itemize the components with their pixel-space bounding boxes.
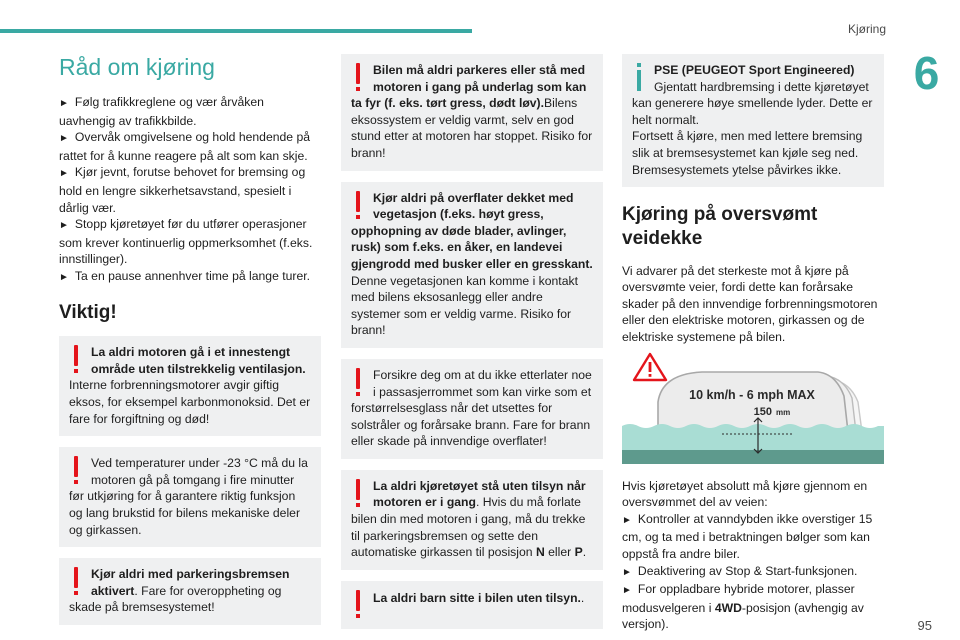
depth-value: 150 — [753, 405, 772, 418]
list-item: ► Følg trafikkreglene og vær årvåken uavhengig av trafikkbilde. — [59, 95, 264, 128]
water-waves — [622, 424, 884, 450]
exclamation-icon — [351, 63, 365, 93]
warning-box: Forsikre deg om at du ikke etterlater noe i passasjerrommet som kan virke som et forstørrelsesglass når det utsettes for solstråler og forårsake brann. Fare for brann eller skade på innvendige overflater! — [341, 359, 603, 459]
road-surface — [622, 450, 884, 464]
list-item: ► For oppladbare hybride motorer, plasser modusvelgeren i 4WD-posisjon (avhengig av versjon). — [622, 582, 864, 632]
column-1 — [59, 54, 321, 636]
exclamation-icon — [69, 345, 83, 375]
chapter-tab — [893, 42, 960, 104]
arrow-right-icon: ► — [622, 514, 632, 526]
exclamation-icon — [351, 590, 365, 620]
speed-limit-label: 10 km/h - 6 mph MAX — [689, 387, 815, 402]
heading-important: Viktig! — [59, 301, 117, 323]
section-title: Kjøring — [847, 22, 886, 36]
exclamation-icon — [69, 567, 83, 597]
chapter-number: 6 — [913, 47, 940, 99]
warning-box: Ved temperaturer under -23 °C må du la motoren gå på tomgang i fire minutter før utkjøring for å garantere riktig funksjon og lang brukstid for bilens mekaniske deler og girkassen. — [59, 447, 321, 547]
flooded-road-condition: Hvis kjøretøyet absolutt må kjøre gjennom en oversvømmet del av veien: — [622, 478, 868, 510]
exclamation-icon — [351, 191, 365, 221]
depth-unit: mm — [776, 407, 791, 417]
arrow-right-icon: ► — [59, 98, 69, 109]
list-item: ► Stopp kjøretøyet før du utfører operasjoner som krever kontinuerlig oppmerksomhet (f.eks. innstillinger). — [59, 217, 313, 267]
arrow-right-icon: ► — [59, 133, 69, 145]
warning-box: Bilen må aldri parkeres eller stå med motoren i gang på underlag som kan ta fyr (f. eks. tørt gress, dødt løv).Bilens eksossystem er veldig varmt, selv en god stund etter at motoren har stoppet. Risiko for brann! — [341, 54, 603, 171]
list-item: ► Overvåk omgivelsene og hold hendende på rattet for å kunne reagere på alt som kan skje. — [59, 130, 311, 163]
flooded-road-illustration — [622, 352, 884, 468]
list-item: ► Ta en pause annenhver time på lange turer. — [59, 268, 311, 283]
flooded-road-intro: Vi advarer på det sterkeste mot å kjøre på oversvømte veier, fordi dette kan forårsake skader på den innvendige forbrenningsmotoren eller den elektriske motoren, girkassen og de elektriske systemene på bilen. — [622, 263, 878, 345]
list-item: ► Deaktivering av Stop & Start-funksjonen. — [622, 563, 858, 578]
arrow-right-icon: ► — [59, 168, 69, 180]
arrow-right-icon: ► — [622, 585, 632, 597]
info-box: PSE (PEUGEOT Sport Engineered) Gjentatt hardbremsing i dette kjøretøyet kan generere høye smellende lyder. Dette er helt normalt. Fortsett å kjøre, men med lettere bremsing slik at bremsesystemet kan kjøle seg ned. Bremsesystemets ytelse påvirkes ikke. — [622, 54, 884, 187]
arrow-right-icon: ► — [59, 271, 69, 283]
exclamation-icon — [351, 368, 365, 398]
warning-box: La aldri kjøretøyet stå uten tilsyn når motoren er i gang. Hvis du må forlate bilen din med motoren i gang, må du trekke til parkeringsbremsen og sette den automatiske girkassen til posisjon N eller P. — [341, 470, 603, 570]
warning-box: La aldri motoren gå i et innestengt område uten tilstrekkelig ventilasjon. Interne forbrenningsmotorer avgir giftig eksos, for eksempel karbonmonoksid. Det er fare for forgiftning og død! — [59, 336, 321, 436]
heading-driving-advice: Råd om kjøring — [59, 54, 215, 80]
column-2 — [341, 54, 603, 640]
warning-box: La aldri barn sitte i bilen uten tilsyn.. — [341, 581, 603, 629]
exclamation-icon — [351, 479, 365, 509]
arrow-right-icon: ► — [622, 566, 632, 578]
list-item: ► Kontroller at vanndybden ikke overstiger 15 cm, og ta med i betraktningen bølger som kan oppstå fra andre biler. — [622, 511, 873, 561]
top-accent-bar — [0, 29, 472, 33]
arrow-right-icon: ► — [59, 220, 69, 232]
exclamation-icon — [69, 456, 83, 486]
info-icon — [632, 63, 646, 93]
list-item: ► Kjør jevnt, forutse behovet for bremsing og hold en lengre sikkerhetsavstand, spesielt i dårlig vær. — [59, 165, 306, 215]
advice-list — [59, 94, 321, 287]
page-number: 95 — [917, 618, 932, 633]
warning-box: Kjør aldri med parkeringsbremsen aktivert. Fare for overoppheting og skade på bremsesystemet! — [59, 558, 321, 625]
car-outline — [658, 372, 848, 432]
flooded-road-svg — [622, 352, 884, 468]
heading-flooded-road: Kjøring på oversvømt veidekke — [622, 204, 818, 249]
warning-box: Kjør aldri på overflater dekket med vegetasjon (f.eks. høyt gress, opphopning av døde blader, avlinger, rusk) som f.eks. en åker, en landevei gjengrodd med busker eller en gresskant. Denne vegetasjonen kan komme i kontakt med bilens eksosanlegg eller andre systemer som er veldig varme. Risiko for brann! — [341, 182, 603, 348]
column-3 — [622, 54, 884, 633]
